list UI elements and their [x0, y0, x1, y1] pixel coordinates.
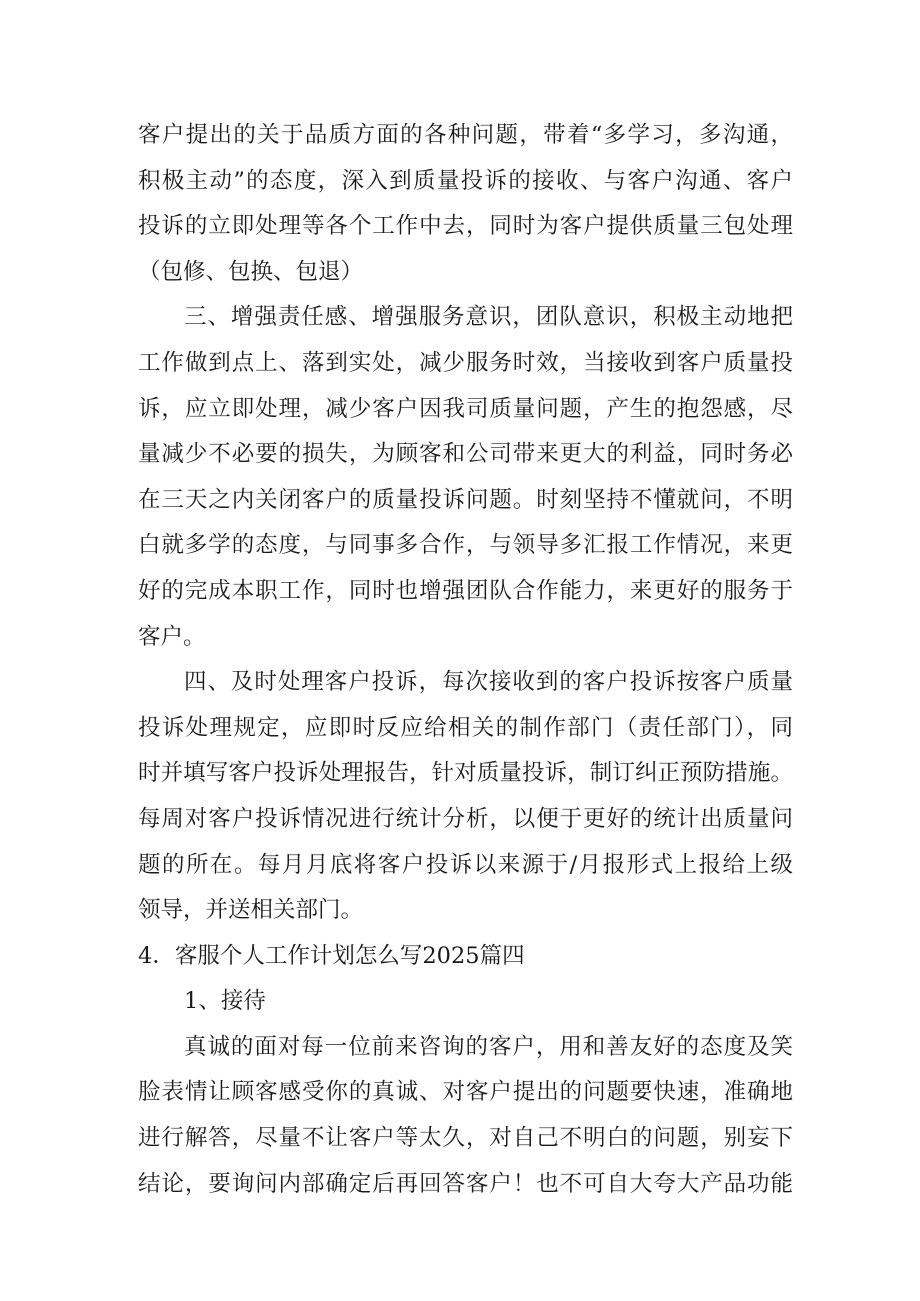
paragraph-line: 客户。	[138, 623, 206, 650]
paragraph-line: 白就多学的态度，与同事多合作，与领导多汇报工作情况，来更	[138, 532, 793, 559]
paragraph-line: （包修、包换、包退）	[138, 258, 364, 285]
paragraph-line: 客户提出的关于品质方面的各种问题，带着“多学习，多沟通，	[138, 122, 793, 148]
paragraph-line: 四、及时处理客户投诉，每次接收到的客户投诉按客户质量	[184, 669, 793, 696]
paragraph-line: 投诉的立即处理等各个工作中去，同时为客户提供质量三包处理	[138, 213, 793, 240]
paragraph-line: 投诉处理规定，应即时反应给相关的制作部门（责任部门），同	[138, 714, 793, 741]
paragraph-line: 脸表情让顾客感受你的真诚、对客户提出的问题要快速，准确地	[138, 1079, 793, 1106]
paragraph-line: 领导，并送相关部门。	[138, 897, 364, 924]
section-heading: 4．客服个人工作计划怎么写2025篇四	[138, 942, 525, 969]
paragraph-line: 进行解答，尽量不让客户等太久，对自己不明白的问题，别妄下	[138, 1125, 793, 1152]
subsection-heading: 1、接待	[184, 988, 266, 1015]
paragraph-line: 诉，应立即处理，减少客户因我司质量问题，产生的抱怨感，尽	[138, 395, 793, 422]
paragraph-line: 真诚的面对每一位前来咨询的客户，用和善友好的态度及笑	[184, 1033, 793, 1060]
paragraph-line: 三、增强责任感、增强服务意识，团队意识，积极主动地把	[184, 304, 793, 331]
paragraph-line: 量减少不必要的损失，为顾客和公司带来更大的利益，同时务必	[138, 441, 793, 468]
paragraph-line: 时并填写客户投诉处理报告，针对质量投诉，制订纠正预防措施。	[138, 760, 793, 787]
paragraph-line: 题的所在。每月月底将客户投诉以来源于/月报形式上报给上级	[138, 851, 793, 878]
paragraph-line: 积极主动”的态度，深入到质量投诉的接收、与客户沟通、客户	[138, 167, 793, 194]
paragraph-line: 好的完成本职工作，同时也增强团队合作能力，来更好的服务于	[138, 577, 793, 604]
paragraph-line: 在三天之内关闭客户的质量投诉问题。时刻坚持不懂就问，不明	[138, 486, 793, 513]
paragraph-line: 结论，要询问内部确定后再回答客户！也不可自大夸大产品功能	[138, 1170, 793, 1197]
document-body	[138, 113, 793, 1207]
paragraph-line: 每周对客户投诉情况进行统计分析，以便于更好的统计出质量问	[138, 805, 793, 832]
paragraph-line: 工作做到点上、落到实处，减少服务时效，当接收到客户质量投	[138, 349, 793, 376]
